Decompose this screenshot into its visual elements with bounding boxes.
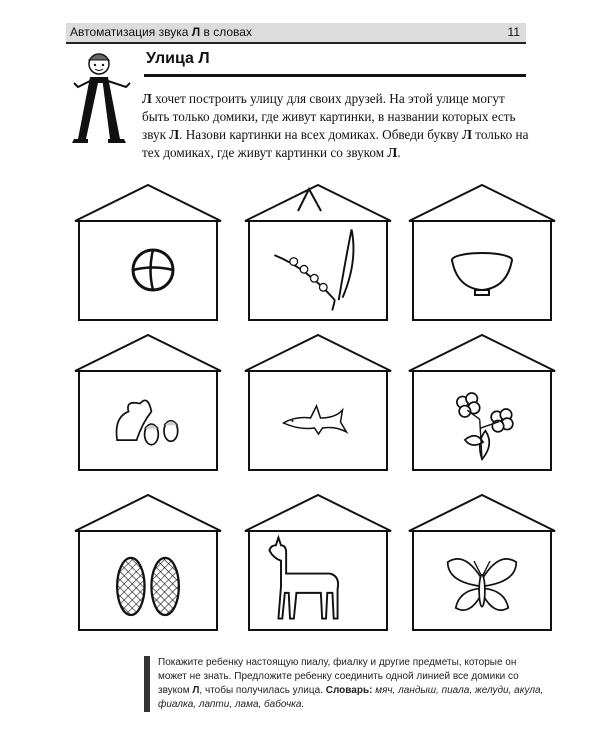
house-ball[interactable] <box>73 183 223 323</box>
house-bast-shoes[interactable] <box>73 493 223 633</box>
house-butterfly[interactable] <box>407 493 557 633</box>
instructions-text: Л хочет построить улицу для своих друзей. На этой улице могут быть только домики, где живут картинки, в названии которых есть звук Л. Назови картинки на всех домиках. Обведи букву Л только на тех домиках, где живут картинки со звуком Л. <box>142 91 529 160</box>
letter-mascot-icon <box>68 47 148 147</box>
parent-note: Покажите ребенку настоящую пиалу, фиалку и другие предметы, которые он может не знать. Предложите ребенку соединить одной линией все домики со звуком Л, чтобы получилась улица. Словарь: мяч, ландыш, пиала, желуди, акула, фиалка, лапти, лама, бабочка. <box>144 656 544 712</box>
running-header <box>66 23 526 44</box>
ball-icon <box>118 235 188 305</box>
header-title: Автоматизация звука Л в словах <box>70 25 252 39</box>
bast-shoes-icon <box>98 543 198 623</box>
acorns-icon <box>93 383 203 463</box>
lesson-title: Улица Л <box>146 50 210 67</box>
llama-icon <box>253 535 363 625</box>
house-bowl[interactable] <box>407 183 557 323</box>
title-rule <box>144 74 526 77</box>
house-shark[interactable] <box>243 333 393 473</box>
shark-icon <box>253 388 378 458</box>
house-lily-of-the-valley[interactable] <box>243 183 393 323</box>
butterfly-icon <box>432 545 532 625</box>
page-number: 11 <box>507 25 520 39</box>
violet-icon <box>427 385 537 465</box>
bowl-icon <box>437 238 527 308</box>
house-acorns[interactable] <box>73 333 223 473</box>
house-violet[interactable] <box>407 333 557 473</box>
house-llama[interactable] <box>243 493 393 633</box>
lily-of-the-valley-icon <box>258 223 368 313</box>
